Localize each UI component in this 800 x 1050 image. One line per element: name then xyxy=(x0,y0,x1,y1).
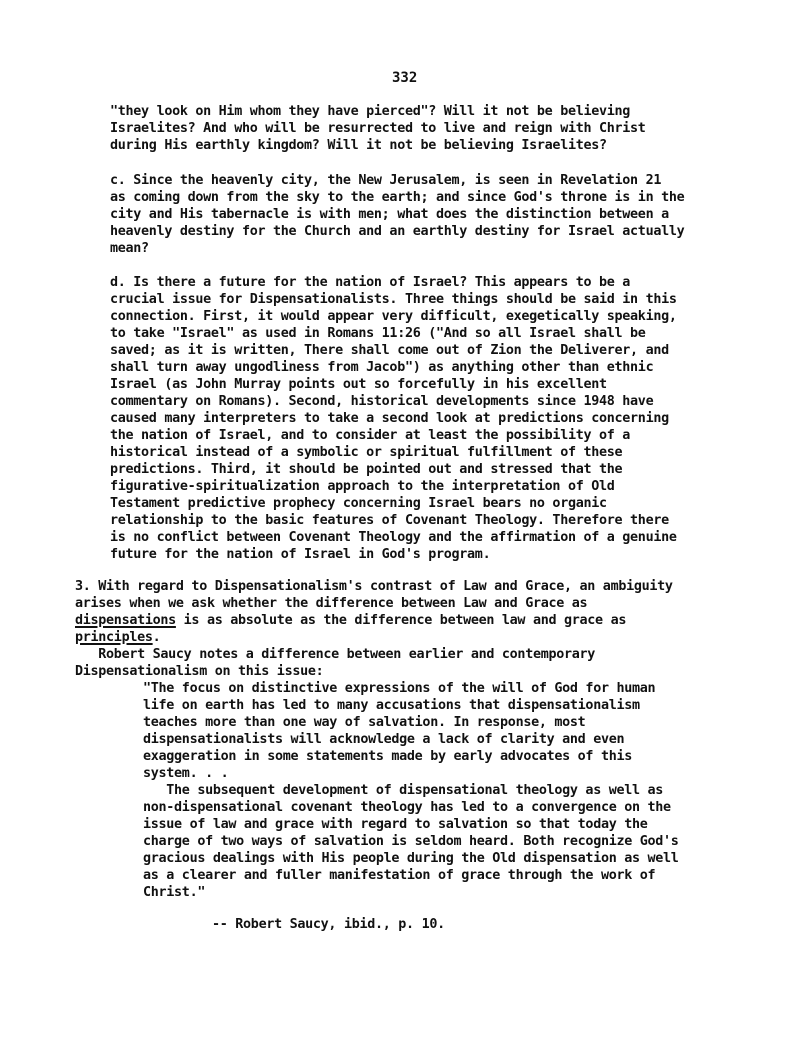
para-c-line: heavenly destiny for the Church and an earthly destiny for Israel actually xyxy=(110,224,685,239)
quote-line: charge of two ways of salvation is seldom heard. Both recognize God's xyxy=(143,834,679,849)
para-c-line: c. Since the heavenly city, the New Jerusalem, is seen in Revelation 21 xyxy=(110,173,662,188)
quote-line: dispensationalists will acknowledge a lack of clarity and even xyxy=(143,732,625,747)
para-b-line: "they look on Him whom they have pierced"? Will it not be believing xyxy=(110,104,631,119)
point-3-line xyxy=(75,612,626,629)
para-b-line: during His earthly kingdom? Will it not be believing Israelites? xyxy=(110,138,607,153)
underlined-term: principles xyxy=(75,630,153,645)
para-d-line: figurative-spiritualization approach to the interpretation of Old xyxy=(110,479,615,494)
para-d-line: connection. First, it would appear very difficult, exegetically speaking, xyxy=(110,309,677,324)
quote-attribution: -- Robert Saucy, ibid., p. 10. xyxy=(212,917,445,932)
para-d-line: crucial issue for Dispensationalists. Three things should be said in this xyxy=(110,292,677,307)
quote-line: life on earth has led to many accusations that dispensationalism xyxy=(143,698,640,713)
page-number: 332 xyxy=(392,70,418,86)
quote-line: exaggeration in some statements made by early advocates of this xyxy=(143,749,632,764)
point-3-line: 3. With regard to Dispensationalism's contrast of Law and Grace, an ambiguity xyxy=(75,579,673,594)
para-d-line: historical instead of a symbolic or spiritual fulfillment of these xyxy=(110,445,623,460)
para-c-line: as coming down from the sky to the earth; and since God's throne is in the xyxy=(110,190,685,205)
quote-line: gracious dealings with His people during the Old dispensation as well xyxy=(143,851,679,866)
quote-line: as a clearer and fuller manifestation of grace through the work of xyxy=(143,868,656,883)
para-d-line: predictions. Third, it should be pointed out and stressed that the xyxy=(110,462,623,477)
quote-line: "The focus on distinctive expressions of the will of God for human xyxy=(143,681,656,696)
point-3-line xyxy=(75,629,160,646)
para-c-line: mean? xyxy=(110,241,149,256)
point-3-text: is as absolute as the difference between law and grace as xyxy=(175,613,627,628)
para-d-line: relationship to the basic features of Covenant Theology. Therefore there xyxy=(110,513,669,528)
para-c-line: city and His tabernacle is with men; what does the distinction between a xyxy=(110,207,669,222)
quote-line: teaches more than one way of salvation. In response, most xyxy=(143,715,586,730)
point-3-text: . xyxy=(152,630,161,645)
quote-line: issue of law and grace with regard to salvation so that today the xyxy=(143,817,648,832)
para-d-line: saved; as it is written, There shall come out of Zion the Deliverer, and xyxy=(110,343,669,358)
para-d-line: caused many interpreters to take a second look at predictions concerning xyxy=(110,411,669,426)
quote-line: non-dispensational covenant theology has led to a convergence on the xyxy=(143,800,671,815)
intro-line: Dispensationalism on this issue: xyxy=(75,664,324,679)
para-d-line: is no conflict between Covenant Theology and the affirmation of a genuine xyxy=(110,530,677,545)
quote-line: system. . . xyxy=(143,766,229,781)
para-d-line: commentary on Romans). Second, historical developments since 1948 have xyxy=(110,394,654,409)
para-d-line: shall turn away ungodliness from Jacob") as anything other than ethnic xyxy=(110,360,654,375)
para-d-line: Israel (as John Murray points out so forcefully in his excellent xyxy=(110,377,607,392)
quote-line: Christ." xyxy=(143,885,206,900)
para-d-line: future for the nation of Israel in God's program. xyxy=(110,547,491,562)
intro-line: Robert Saucy notes a difference between earlier and contemporary xyxy=(75,647,596,662)
point-3-line: arises when we ask whether the difference between Law and Grace as xyxy=(75,596,588,611)
para-d-line: d. Is there a future for the nation of Israel? This appears to be a xyxy=(110,275,631,290)
underlined-term: dispensations xyxy=(75,613,176,628)
para-b-line: Israelites? And who will be resurrected to live and reign with Christ xyxy=(110,121,646,136)
quote-line: The subsequent development of dispensational theology as well as xyxy=(143,783,664,798)
para-d-line: the nation of Israel, and to consider at least the possibility of a xyxy=(110,428,631,443)
para-d-line: to take "Israel" as used in Romans 11:26 ("And so all Israel shall be xyxy=(110,326,646,341)
para-d-line: Testament predictive prophecy concerning Israel bears no organic xyxy=(110,496,607,511)
